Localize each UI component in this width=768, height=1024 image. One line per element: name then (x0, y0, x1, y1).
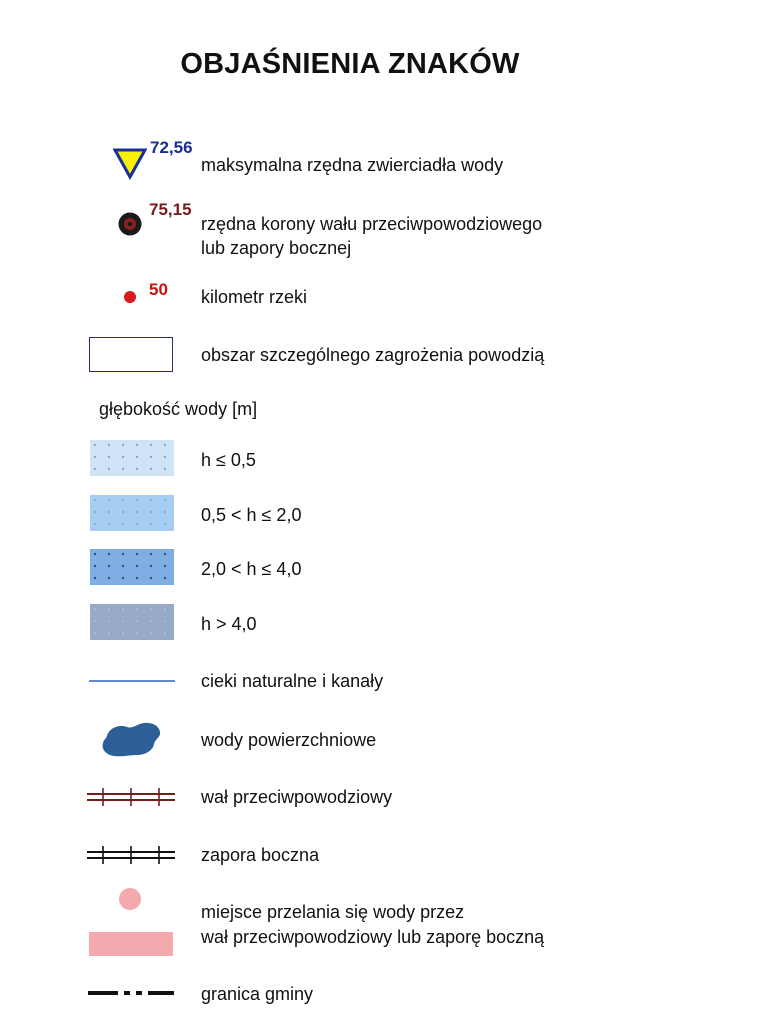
depth-swatch-4 (90, 604, 174, 640)
pink-circle-icon (118, 887, 142, 911)
hazard-area-label: obszar szczególnego zagrożenia powodzią (201, 345, 545, 365)
line-icon (89, 678, 175, 684)
depth-section-label: głębokość wody [m] (99, 399, 258, 419)
depth-label-2: 0,5 < h ≤ 2,0 (201, 505, 302, 525)
triangle-icon (113, 148, 147, 180)
km-value: 50 (149, 280, 168, 299)
depth-label-4: h > 4,0 (201, 614, 257, 634)
pink-rectangle-icon (89, 932, 173, 956)
levee-icon (87, 786, 175, 808)
ring-dot-icon (117, 211, 143, 237)
blob-icon (99, 718, 165, 760)
depth-swatch-1 (90, 440, 174, 476)
km-label: kilometr rzeki (201, 287, 308, 307)
overflow-label-line1: miejsce przelania się wody przez (201, 902, 465, 922)
dam-icon (87, 844, 175, 866)
water-level-label: maksymalna rzędna zwierciadła wody (201, 155, 504, 175)
overflow-label-line2: wał przeciwpowodziowy lub zaporę boczną (201, 927, 545, 947)
dam-label: zapora boczna (201, 845, 320, 865)
legend-title: OBJAŚNIENIA ZNAKÓW (180, 48, 520, 80)
crest-label-line2: lub zapory bocznej (201, 238, 352, 258)
depth-label-3: 2,0 < h ≤ 4,0 (201, 559, 302, 579)
surface-water-label: wody powierzchniowe (201, 730, 377, 750)
stream-label: cieki naturalne i kanały (201, 671, 384, 691)
water-level-value: 72,56 (150, 138, 193, 157)
red-dot-icon (123, 290, 137, 304)
depth-label-1: h ≤ 0,5 (201, 450, 256, 470)
dash-dot-line-icon (88, 988, 174, 998)
outline-rectangle-icon (89, 337, 173, 372)
levee-label: wał przeciwpowodziowy (201, 787, 393, 807)
depth-swatch-2 (90, 495, 174, 531)
depth-swatch-3 (90, 549, 174, 585)
crest-label-line1: rzędna korony wału przeciwpowodziowego (201, 214, 543, 234)
crest-value: 75,15 (149, 200, 192, 219)
boundary-label: granica gminy (201, 984, 314, 1004)
